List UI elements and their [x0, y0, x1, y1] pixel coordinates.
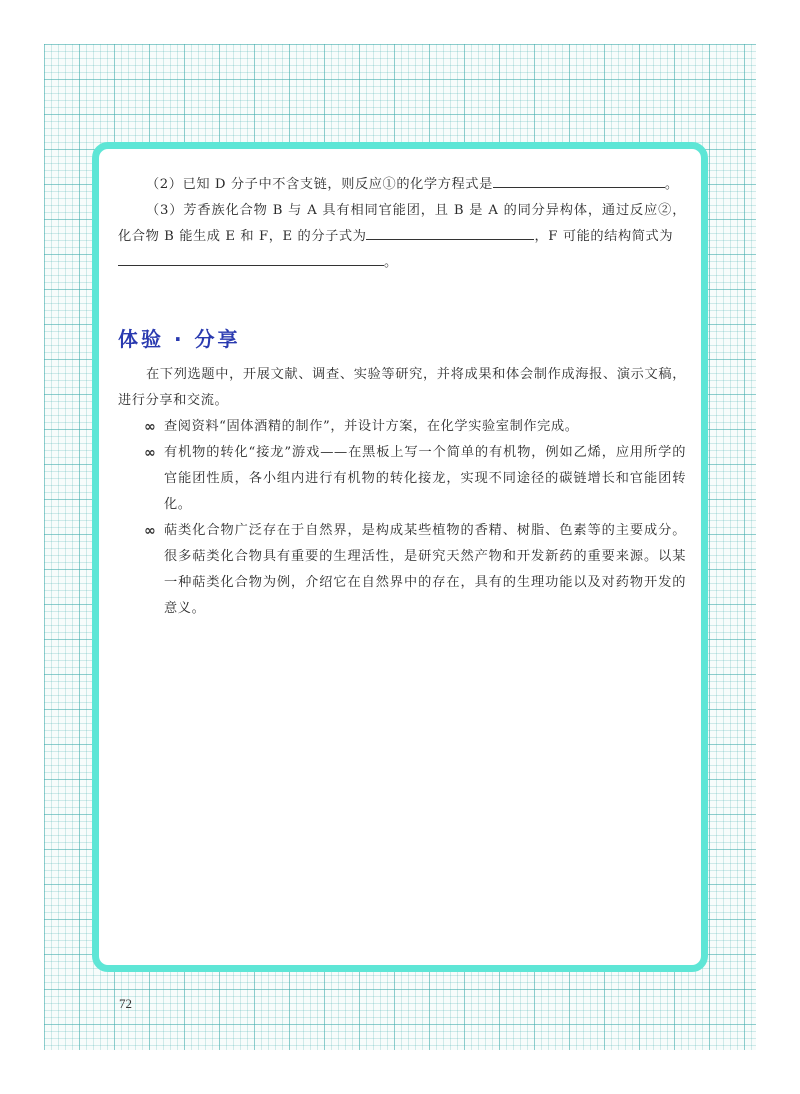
page-content [118, 172, 686, 622]
question-3-text-a: （3）芳香族化合物 B 与 A 具有相同官能团，且 B 是 A 的同分异构体，通过反应②，化合物 B 能生成 E 和 F，E 的分子式为 [118, 203, 686, 244]
question-3-text-b: ，F 可能的结构简式为 [534, 229, 674, 244]
question-3 [118, 198, 686, 276]
answer-blank-1 [493, 173, 665, 188]
list-item-text: 查阅资料“固体酒精的制作”，并设计方案，在化学实验室制作完成。 [164, 419, 579, 434]
section-title: 体验 · 分享 [118, 327, 241, 351]
list-item [118, 414, 686, 440]
section-intro: 在下列选题中，开展文献、调查、实验等研究，并将成果和体会制作成海报、演示文稿，进行分享和交流。 [118, 367, 686, 408]
infinity-bullet-icon: ∞ [144, 419, 157, 435]
infinity-bullet-icon: ∞ [144, 523, 157, 539]
question-2-text: （2）已知 D 分子中不含支链，则反应①的化学方程式是 [146, 177, 493, 192]
question-3-end: 。 [384, 255, 398, 270]
page-number: 72 [119, 996, 132, 1011]
list-item [118, 440, 686, 518]
answer-blank-2 [366, 225, 534, 240]
list-item [118, 518, 686, 622]
list-item-text: 有机物的转化“接龙”游戏——在黑板上写一个简单的有机物，例如乙烯，应用所学的官能团性质，各小组内进行有机物的转化接龙，实现不同途径的碳链增长和官能团转化。 [164, 445, 686, 512]
infinity-bullet-icon: ∞ [144, 445, 157, 461]
question-2-end: 。 [664, 177, 679, 192]
answer-blank-3 [118, 251, 384, 266]
question-2 [118, 172, 686, 198]
list-item-text: 萜类化合物广泛存在于自然界，是构成某些植物的香精、树脂、色素等的主要成分。很多萜类化合物具有重要的生理活性，是研究天然产物和开发新药的重要来源。以某一种萜类化合物为例，介绍它在自然界中的存在，具有的生理功能以及对药物开发的意义。 [164, 523, 686, 616]
